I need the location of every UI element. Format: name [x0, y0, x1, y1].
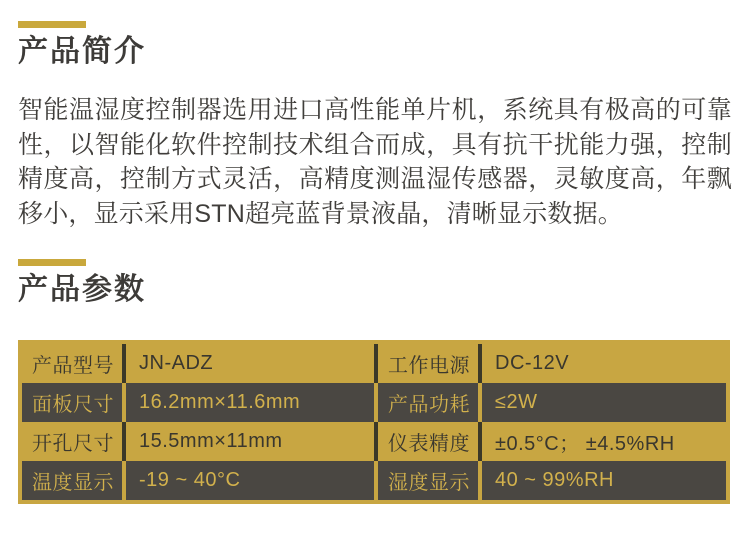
params-section — [18, 259, 732, 504]
params-section-title: 产品参数 — [18, 273, 146, 306]
spec-value-accuracy: ±0.5°C； ±4.5%RH — [495, 433, 675, 455]
spec-label-humidity-display: 湿度显示 — [378, 461, 482, 500]
accent-bar — [18, 259, 86, 266]
spec-value-power-consumption: ≤2W — [495, 391, 538, 413]
spec-table-row — [22, 383, 726, 422]
spec-table-row — [22, 344, 726, 383]
product-detail-page — [0, 21, 750, 504]
spec-label-power-consumption: 产品功耗 — [378, 383, 482, 422]
spec-label-product-model: 产品型号 — [22, 344, 126, 383]
spec-label-panel-size: 面板尺寸 — [22, 383, 126, 422]
spec-value-product-model: JN-ADZ — [126, 344, 378, 383]
spec-label-power-supply: 工作电源 — [378, 344, 482, 383]
intro-section-title: 产品简介 — [18, 35, 146, 68]
spec-label-accuracy: 仪表精度 — [378, 422, 482, 461]
spec-label-cutout-size: 开孔尺寸 — [22, 422, 126, 461]
intro-section — [18, 21, 732, 231]
spec-value-temp-display: -19 ~ 40°C — [126, 461, 378, 500]
spec-table — [18, 340, 730, 504]
spec-value-power-supply: DC-12V — [495, 352, 570, 374]
spec-table-row — [22, 461, 726, 500]
spec-value-panel-size: 16.2mm×11.6mm — [126, 383, 378, 422]
accent-bar — [18, 21, 86, 28]
intro-paragraph: 智能温湿度控制器选用进口高性能单片机，系统具有极高的可靠性，以智能化软件控制技术组合而成，具有抗干扰能力强，控制精度高，控制方式灵活，高精度测温湿传感器，灵敏度高，年飘移小，显示采用STN超亮蓝背景液晶，清晰显示数据。 — [18, 96, 732, 228]
spec-value-humidity-display: 40 ~ 99%RH — [495, 469, 614, 491]
spec-label-temp-display: 温度显示 — [22, 461, 126, 500]
spec-table-row — [22, 422, 726, 461]
spec-value-cutout-size: 15.5mm×11mm — [126, 422, 378, 461]
